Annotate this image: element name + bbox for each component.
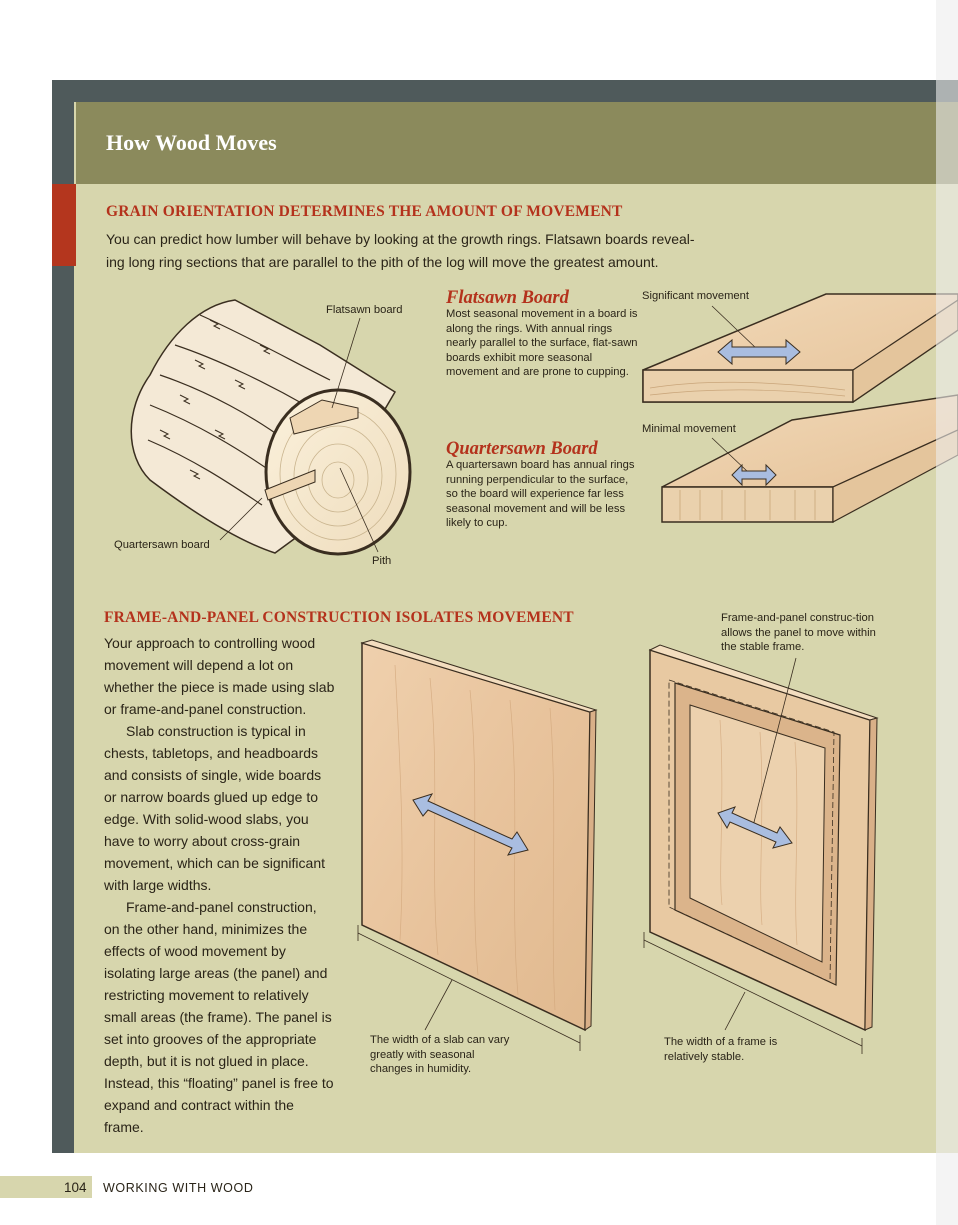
section1-heading: GRAIN ORIENTATION DETERMINES THE AMOUNT OF MOVEMENT — [106, 203, 623, 220]
quartersawn-board-illustration — [662, 395, 958, 522]
log-illustration — [131, 300, 410, 554]
body-paragraph: Frame-and-panel construction, on the other hand, minimizes the effects of wood movement by isolating large areas (the panel) and restricting movement to relatively small areas (the frame). The panel is set into grooves of the appropriate depth, but it is not glued in place. Instead, this “floating” panel is free to expand and contract within the frame. — [104, 899, 334, 1135]
page-number: 104 — [64, 1180, 87, 1195]
slab-illustration — [358, 640, 596, 1051]
label-quartersawn: Quartersawn board — [114, 539, 210, 551]
section2-body — [104, 632, 336, 1138]
label-pith: Pith — [372, 555, 392, 567]
label-flatsawn: Flatsawn board — [326, 304, 403, 316]
section2-heading: FRAME-AND-PANEL CONSTRUCTION ISOLATES MOVEMENT — [104, 609, 574, 626]
frame-top-caption: Frame-and-panel construc-tion allows the panel to move within the stable frame. — [721, 612, 876, 653]
body-paragraph: Your approach to controlling wood movement will depend a lot on whether the piece is made using slab or frame-and-panel construction. — [104, 635, 335, 717]
page-title: How Wood Moves — [106, 130, 277, 155]
quartersawn-text: A quartersawn board has annual rings running perpendicular to the surface, so the board will experience far less seasonal movement and will be less likely to cup. — [446, 459, 635, 529]
label-minimal-movement: Minimal movement — [642, 423, 736, 435]
flatsawn-board-illustration — [643, 294, 958, 402]
section1-intro: You can predict how lumber will behave by looking at the growth rings. Flatsawn boards reveal-ing long ring sections that are parallel to the pith of the log will move the greatest amount. — [106, 231, 695, 270]
running-title: WORKING WITH WOOD — [103, 1181, 254, 1195]
label-significant-movement: Significant movement — [642, 290, 749, 302]
quartersawn-title: Quartersawn Board — [446, 439, 598, 459]
slab-caption: The width of a slab can vary greatly with seasonal changes in humidity. — [370, 1034, 510, 1075]
body-paragraph: Slab construction is typical in chests, tabletops, and headboards and consists of single, wide boards or narrow boards glued up edge to edge. With solid-wood slabs, you have to worry about cross-grain movement, which can be significant with large widths. — [104, 723, 325, 893]
frame-caption: The width of a frame is relatively stable. — [664, 1036, 778, 1063]
flatsawn-title: Flatsawn Board — [446, 288, 569, 308]
flatsawn-text: Most seasonal movement in a board is along the rings. With annual rings nearly parallel to the surface, flat-sawn boards exhibit more seasonal movement and are prone to cupping. — [446, 308, 638, 378]
frame-panel-illustration — [644, 645, 877, 1054]
